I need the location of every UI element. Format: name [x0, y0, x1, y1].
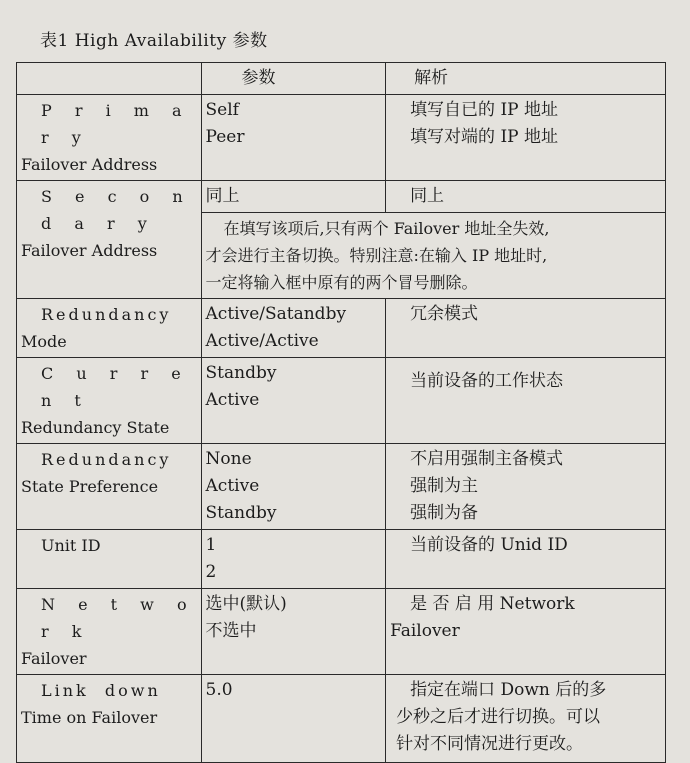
- param-values: 选中(默认) 不选中: [201, 589, 386, 675]
- param-values: 5.0: [201, 675, 386, 763]
- param-values: Active/Satandby Active/Active: [201, 299, 386, 358]
- param-desc: 不启用强制主备模式 强制为主 强制为备: [386, 444, 666, 530]
- param-name: N e t w o r k Failover: [17, 589, 202, 675]
- ha-parameter-table: [16, 62, 666, 763]
- table-row: [17, 181, 666, 213]
- header-blank: [17, 63, 202, 95]
- table-row: [17, 530, 666, 589]
- param-desc: 填写自已的 IP 地址 填写对端的 IP 地址: [386, 95, 666, 181]
- param-desc: 指定在端口 Down 后的多 少秒之后才进行切换。可以 针对不同情况进行更改。: [386, 675, 666, 763]
- table-row: [17, 95, 666, 181]
- param-name: Redundancy State Preference: [17, 444, 202, 530]
- table-row: [17, 299, 666, 358]
- param-values: Standby Active: [201, 358, 386, 444]
- param-desc: 是 否 启 用 Network Failover: [386, 589, 666, 675]
- param-values: None Active Standby: [201, 444, 386, 530]
- param-name: Link down Time on Failover: [17, 675, 202, 763]
- param-name: P r i m a r y Failover Address: [17, 95, 202, 181]
- param-values: 同上: [201, 181, 386, 213]
- table-row: [17, 358, 666, 444]
- param-desc: 当前设备的 Unid ID: [386, 530, 666, 589]
- header-param: 参数: [201, 63, 386, 95]
- param-values: 1 2: [201, 530, 386, 589]
- table-row: [17, 444, 666, 530]
- param-desc: 同上: [386, 181, 666, 213]
- param-name: Unit ID: [17, 530, 202, 589]
- table-caption: 表1 High Availability 参数: [40, 31, 268, 51]
- param-desc: 当前设备的工作状态: [386, 358, 666, 444]
- secondary-note: 在填写该项后,只有两个 Failover 地址全失效, 才会进行主备切换。特别注意:在输入 IP 地址时, 一定将输入框中原有的两个冒号删除。: [201, 213, 665, 299]
- param-name: C u r r e n t Redundancy State: [17, 358, 202, 444]
- param-name: Redundancy Mode: [17, 299, 202, 358]
- param-desc: 冗余模式: [386, 299, 666, 358]
- param-name: S e c o n d a r y Failover Address: [17, 181, 202, 299]
- header-desc: 解析: [386, 63, 666, 95]
- table-header-row: [17, 63, 666, 95]
- table-row: [17, 589, 666, 675]
- table-row: [17, 675, 666, 763]
- param-values: Self Peer: [201, 95, 386, 181]
